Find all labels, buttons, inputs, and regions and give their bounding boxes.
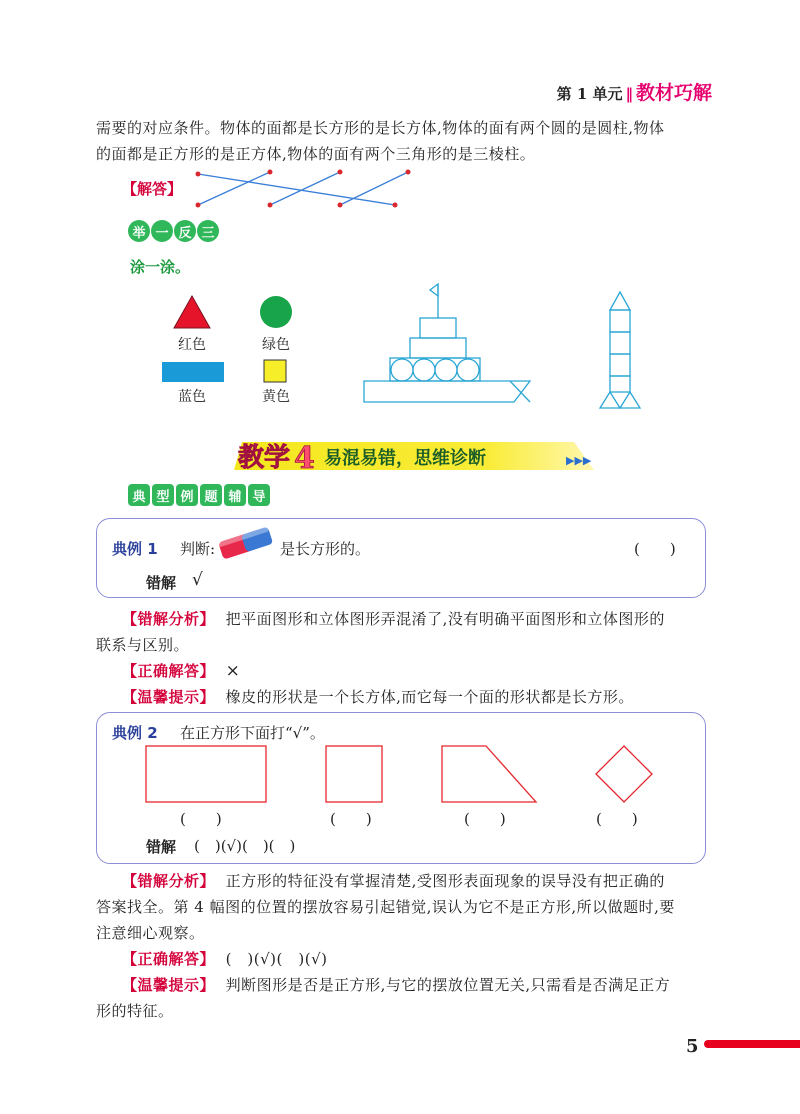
- match-dot: [196, 203, 201, 208]
- legend-blue-label: 蓝色: [178, 389, 206, 405]
- page-header: [557, 78, 712, 105]
- example-1-label: 典例 1: [112, 540, 158, 558]
- page-bar: [704, 1040, 800, 1048]
- analysis-2-text-1: 正方形的特征没有掌握清楚,受图形表面现象的误导没有把正确的: [225, 872, 665, 890]
- analysis-1: [96, 606, 706, 658]
- match-dot: [393, 203, 398, 208]
- correct-2: [96, 946, 706, 972]
- example-1-wrong-label: 错解: [146, 574, 177, 592]
- legend-red-label: 红色: [178, 337, 206, 353]
- correct-1: [96, 658, 706, 684]
- tip-1: [96, 684, 706, 710]
- shape-square: [326, 746, 382, 802]
- ship-drawing: [360, 280, 535, 406]
- example-2-wrong-answer: ( )(√)( )( ): [194, 837, 296, 855]
- shape-4-bracket: ( ): [596, 810, 638, 828]
- intro-paragraph: [96, 115, 706, 167]
- example-2-wrong-label: 错解: [146, 838, 177, 856]
- match-dot: [268, 170, 273, 175]
- correct-2-label: 【正确解答】: [122, 950, 216, 968]
- sub-banner-char: 导: [248, 484, 270, 506]
- shape-1-bracket: ( ): [180, 810, 222, 828]
- sub-banner-char: 题: [200, 484, 222, 506]
- practice-badge: [128, 220, 219, 242]
- intro-line-2: 的面都是正方形的是正方体,物体的面有两个三角形的是三棱柱。: [96, 145, 536, 163]
- match-line-1: [198, 174, 395, 205]
- page-number: 5: [686, 1036, 699, 1057]
- analysis-2: [96, 868, 706, 946]
- match-dot: [406, 170, 411, 175]
- badge-char: 反: [174, 220, 196, 242]
- tip-2-text-2: 形的特征。: [96, 1002, 174, 1020]
- tip-2: [96, 972, 706, 1024]
- section-banner: [234, 438, 604, 474]
- sub-banner-char: 辅: [224, 484, 246, 506]
- answer-label: 【解答】: [122, 180, 183, 198]
- match-line-2: [198, 172, 270, 205]
- example-1-bracket: ( ): [634, 540, 676, 558]
- match-dot: [338, 170, 343, 175]
- analysis-2-text-3: 注意细心观察。: [96, 924, 205, 942]
- match-line-4: [340, 172, 408, 205]
- analysis-2-label: 【错解分析】: [122, 872, 216, 890]
- match-dot: [196, 172, 201, 177]
- analysis-1-text-2: 联系与区别。: [96, 636, 190, 654]
- tip-2-text-1: 判断图形是否是正方形,与它的摆放位置无关,只需看是否满足正方: [225, 976, 671, 994]
- shape-2-bracket: ( ): [330, 810, 372, 828]
- practice-instruction: 涂一涂。: [130, 258, 191, 276]
- shape-rotated-square: [596, 746, 652, 802]
- red-triangle: [174, 296, 210, 328]
- tip-2-label: 【温馨提示】: [122, 976, 216, 994]
- intro-line-1: 需要的对应条件。物体的面都是长方形的是长方体,物体的面有两个圆的是圆柱,物体: [96, 119, 665, 137]
- arrows-icon: ▶▶▶: [566, 454, 592, 467]
- tip-1-text: 橡皮的形状是一个长方体,而它每一个面的形状都是长方形。: [225, 688, 634, 706]
- example-2-question: 在正方形下面打“√”。: [180, 724, 325, 742]
- banner-prefix: 教学: [238, 443, 291, 473]
- section-title: 教材巧解: [635, 82, 712, 104]
- header-separator: ‖: [625, 85, 633, 103]
- badge-char: 三: [197, 220, 219, 242]
- match-dot: [338, 203, 343, 208]
- banner-title: 易混易错，思维诊断: [324, 448, 486, 469]
- sub-banner-char: 型: [152, 484, 174, 506]
- legend-green-label: 绿色: [262, 337, 290, 353]
- analysis-1-text-1: 把平面图形和立体图形弄混淆了,没有明确平面图形和立体图形的: [225, 610, 665, 628]
- example-2-label: 典例 2: [112, 724, 158, 742]
- badge-char: 一: [151, 220, 173, 242]
- green-circle: [260, 296, 292, 328]
- unit-label: 第 1 单元: [556, 85, 623, 103]
- correct-1-label: 【正确解答】: [122, 662, 216, 680]
- yellow-square: [264, 360, 286, 382]
- shape-trapezoid: [442, 746, 536, 802]
- matching-lines-diagram: [190, 168, 420, 212]
- correct-1-text: ×: [225, 661, 241, 681]
- tip-1-label: 【温馨提示】: [122, 688, 216, 706]
- example-1-wrong-answer: √: [192, 570, 203, 590]
- blue-rectangle: [162, 362, 224, 382]
- shape-rectangle: [146, 746, 266, 802]
- banner-number: 4: [294, 441, 315, 474]
- correct-2-text: ( )(√)( )(√): [225, 950, 328, 968]
- legend-yellow-label: 黄色: [262, 389, 290, 405]
- sub-banner-char: 例: [176, 484, 198, 506]
- shapes-row: [140, 742, 670, 804]
- sub-banner-char: 典: [128, 484, 150, 506]
- analysis-2-text-2: 答案找全。第 4 幅图的位置的摆放容易引起错觉,误认为它不是正方形,所以做题时,要: [96, 898, 675, 916]
- example-1-question-post: 是长方形的。: [280, 540, 371, 558]
- badge-char: 举: [128, 220, 150, 242]
- example-1-question-pre: 判断:: [180, 540, 216, 558]
- sub-banner: [128, 484, 270, 506]
- match-line-3: [270, 172, 340, 205]
- match-dot: [268, 203, 273, 208]
- rocket-drawing: [598, 290, 642, 412]
- analysis-1-label: 【错解分析】: [122, 610, 216, 628]
- eraser-image: [214, 524, 278, 562]
- shape-3-bracket: ( ): [464, 810, 506, 828]
